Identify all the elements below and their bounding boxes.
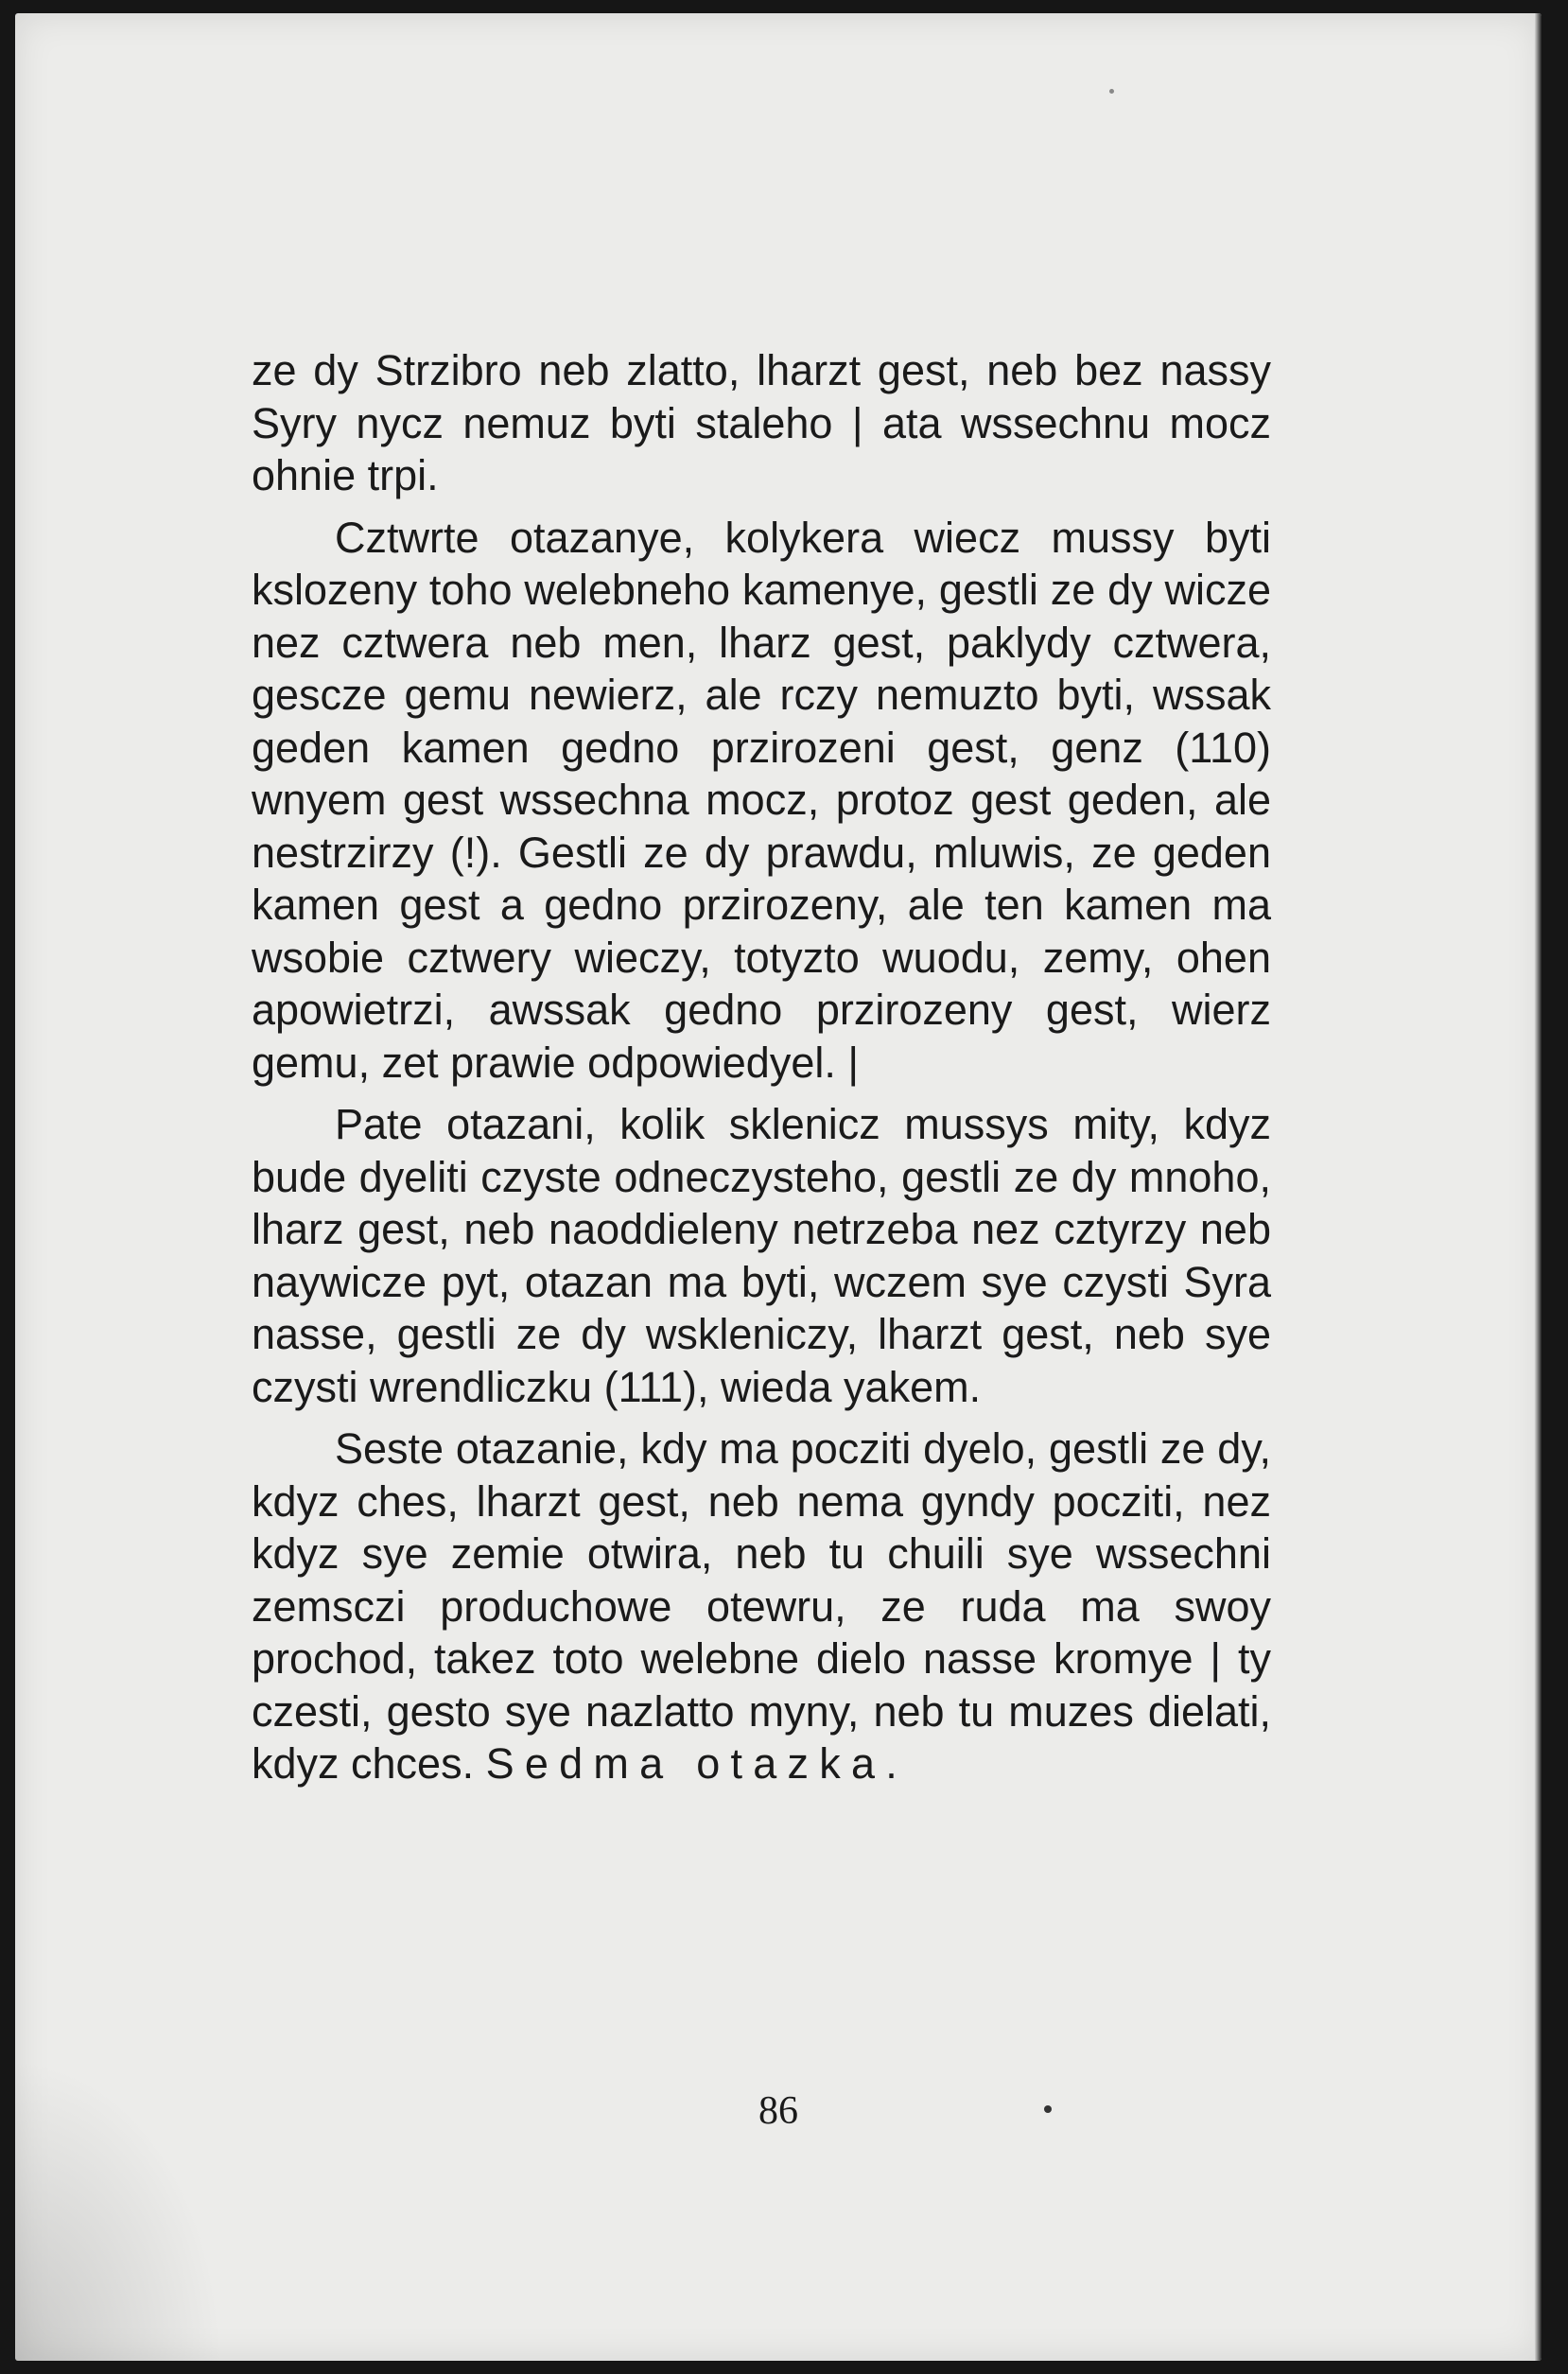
page-number: 86 [758, 2089, 798, 2133]
ink-speck [1109, 89, 1114, 94]
binding-edge [1534, 13, 1542, 2361]
book-page [15, 13, 1542, 2361]
paragraph-4 [252, 1423, 1271, 1790]
paragraph-4-text: Seste otazanie, kdy ma pocziti dyelo, gestli ze dy, kdyz ches, lharzt gest, neb nema gyndy pocziti, nez kdyz sye zemie otwira, neb tu chuili sye wssechni zemsczi produchowe otewru, ze ruda ma swoy prochod, takez toto welebne dielo nasse kromye | ty czesti, gesto sye nazlatto myny, neb tu muzes dielati, kdyz chces. [252, 1424, 1271, 1788]
paragraph-3: Pate otazani, kolik sklenicz mussys mity, kdyz bude dyeliti czyste odneczysteho, gestli ze dy mnoho, lharz gest, neb naoddieleny netrzeba nez cztyrzy neb naywicze pyt, otazan ma byti, wczem sye czysti Syra nasse, gestli ze dy wskleniczy, lharzt gest, neb sye czysti wrendliczku (111), wieda yakem. [252, 1100, 1271, 1411]
paragraph-2: Cztwrte otazanye, kolykera wiecz mussy byti kslozeny toho welebneho kamenye, gestli ze dy wicze nez cztwera neb men, lharz gest, paklydy cztwera, gescze gemu newierz, ale rczy nemuzto byti, wssak geden kamen gedno przirozeni gest, genz (110) wnyem gest wssechna mocz, protoz gest geden, ale nestrzirzy (!). Gestli ze dy prawdu, mluwis, ze geden kamen gest a gedno przirozeny, ale ten kamen ma wsobie cztwery wieczy, totyzto wuodu, zemy, ohen apowietrzi, awssak gedno przirozeny gest, wierz gemu, zet prawie odpowiedyel. | [252, 513, 1271, 1087]
body-text [252, 344, 1271, 1800]
paragraph-1: ze dy Strzibro neb zlatto, lharzt gest, neb bez nassy Syry nycz nemuz byti staleho | ata wssechnu mocz ohnie trpi. [252, 346, 1271, 499]
section-heading-inline: Sedma otazka. [485, 1739, 909, 1788]
ink-speck [1044, 2105, 1052, 2113]
